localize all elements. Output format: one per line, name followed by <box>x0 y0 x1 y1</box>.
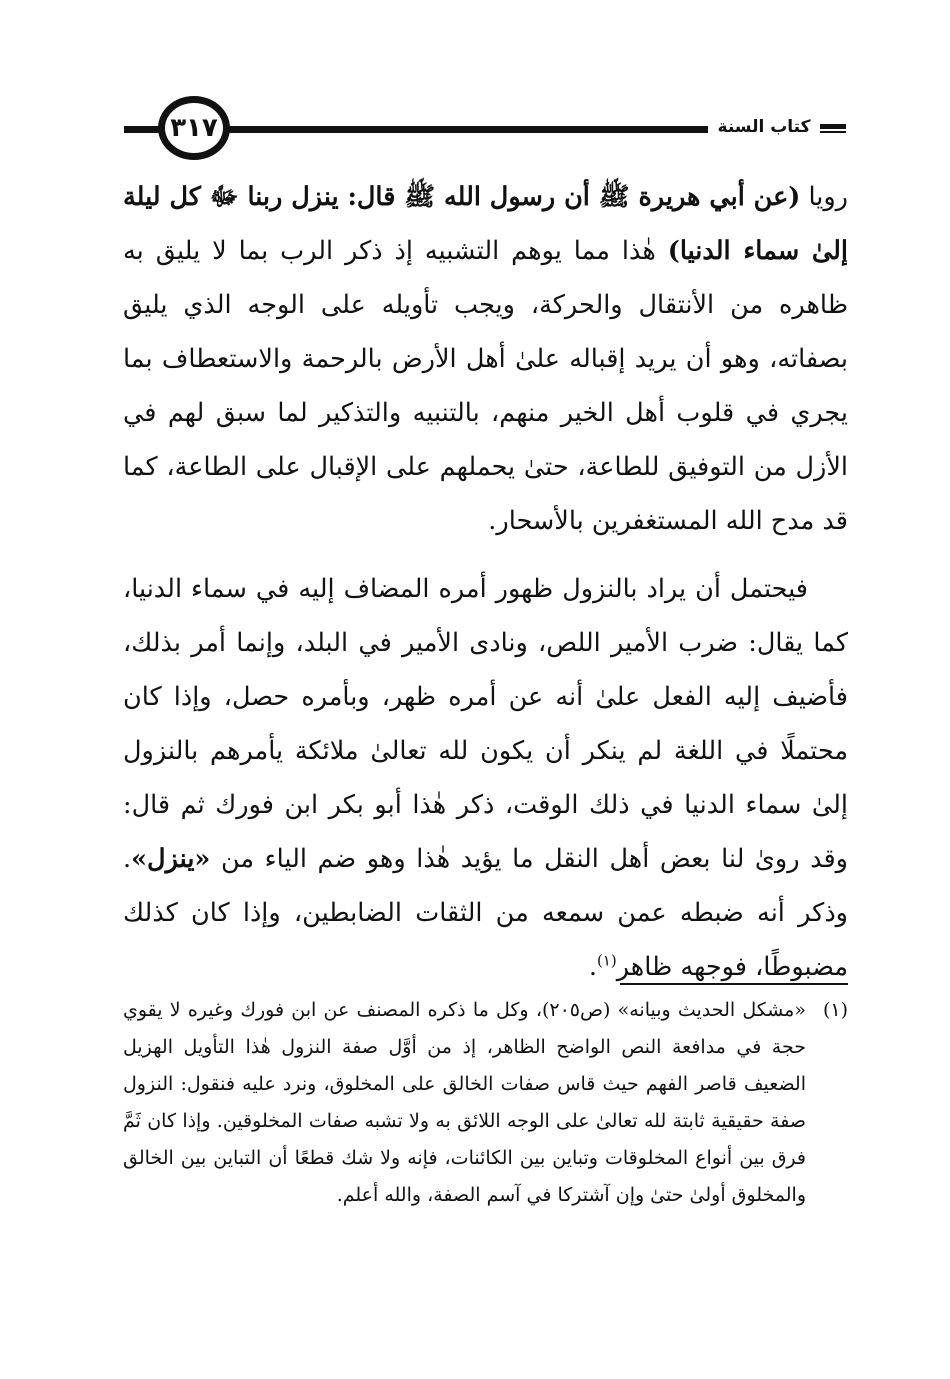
p2-text-a: فيحتمل أن يراد بالنزول ظهور أمره المضاف إليه في سماء الدنيا، كما يقال: ضرب الأمير اللص، ونادى الأمير في البلد، وإنما أمر بذلك، فأضيف إليه الفعل علىٰ أنه عن أمره ظهر، وبأمره حصل، وإذا كان محتملًا في اللغة لم ينكر أن يكون لله تعالىٰ ملائكة يأمرهم بالنزول إلىٰ سماء الدنيا في ذلك الوقت، ذكر هٰذا أبو بكر ابن فورك ثم قال: وقد روىٰ لنا بعض أهل النقل ما يؤيد هٰذا وهو ضم الياء من <box>123 574 848 874</box>
header-rule-left <box>124 126 160 133</box>
p1-hadith-quote: (عن أبي هريرة ﷺ أن رسول الله ﷺ قال: ينزل ربنا ﷻ كل ليلة إلىٰ سماء الدنيا) <box>123 182 848 266</box>
footnote-1 <box>123 992 848 1214</box>
header-rule-center <box>226 126 710 133</box>
main-text <box>123 170 848 994</box>
footnotes <box>123 992 848 1214</box>
p2-quoted-word: «ينزل» <box>131 844 211 874</box>
paragraph-2 <box>123 562 848 994</box>
footnote-text: «مشكل الحديث وبيانه» (ص٢٠٥)، وكل ما ذكره المصنف عن ابن فورك وغيره لا يقوي حجة في مدافعة النص الواضح الظاهر، إذ من أوَّل صفة النزول هٰذا التأويل الهزيل الضعيف قاصر الفهم حيث قاس صفات الخالق على المخلوق، ونرد عليه فنقول: النزول صفة حقيقية ثابتة لله تعالىٰ على الوجه اللائق به ولا تشبه صفات المخلوقين. وإذا كان ثَمَّ فرق بين أنواع المخلوقات وتباين بين الكائنات، فإنه ولا شك قطعًا أن التباين بين الخالق والمخلوق أولىٰ حتىٰ وإن آشتركا في آسم الصفة، والله أعلم. <box>123 999 806 1206</box>
paragraph-1 <box>123 170 848 548</box>
p2-ending: . <box>588 952 597 982</box>
footnote-number: (١) <box>822 999 848 1021</box>
page-number: ٣١٧ <box>170 113 218 143</box>
footnote-reference[interactable]: (١) <box>596 951 617 970</box>
page-header <box>0 0 950 170</box>
p1-commentary: هٰذا مما يوهم التشبيه إذ ذكر الرب بما لا يليق به ظاهره من الأنتقال والحركة، ويجب تأويله على الوجه الذي يليق بصفاته، وهو أن يريد إقباله علىٰ أهل الأرض بالرحمة والاستعطاف بما يجري في قلوب أهل الخير منهم، بالتنبيه والتذكير لما سبق لهم في الأزل من التوفيق للطاعة، حتىٰ يحملهم على الإقبال على الطاعة، كما قد مدح الله المستغفرين بالأسحار. <box>123 236 848 536</box>
header-rule-right-thin <box>818 131 846 133</box>
footnote-separator <box>620 983 848 985</box>
p2-text-b: . وذكر أنه ضبطه عمن سمعه من الثقات الضابطين، وإذا كان كذلك مضبوطًا، فوجهه ظاهر <box>123 844 848 982</box>
page-number-badge <box>158 96 230 160</box>
p1-lead-text: رويا <box>800 182 848 212</box>
header-rule-right-thick <box>818 124 846 129</box>
book-title: كتاب السنة <box>708 117 820 137</box>
